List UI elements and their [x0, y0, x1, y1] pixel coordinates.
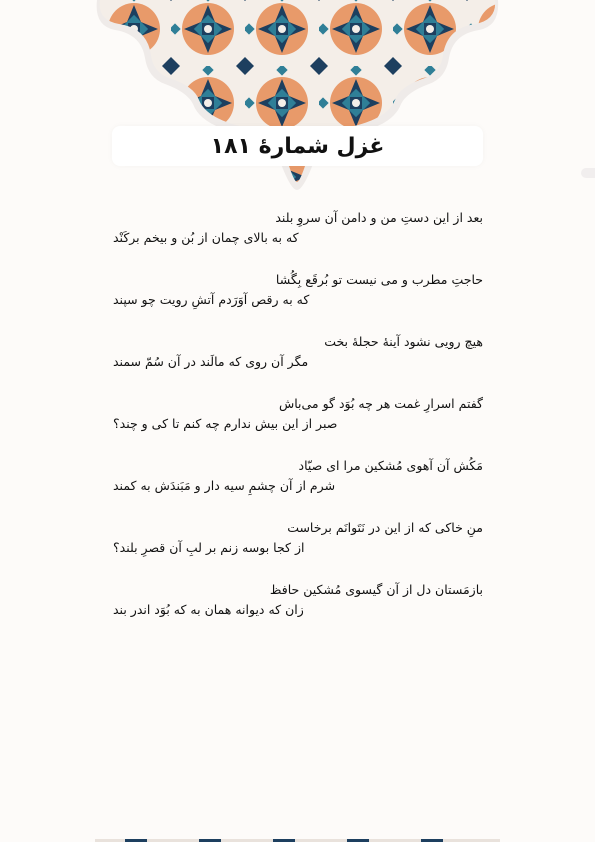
hemistich-first: گفتم اسرارِ غمت هر چه بُوَد گو می‌باش	[278, 396, 483, 411]
hemistich-second: مگر آن روی که مالَند در آن سُمّ سمند	[113, 354, 309, 369]
hemistich-second: زان که دیوانه همان به که بُوَد اندر بند	[113, 602, 304, 617]
couplet	[113, 456, 483, 496]
hemistich-second: از کجا بوسه زنم بر لبِ آن قصرِ بلند؟	[113, 540, 305, 555]
title-banner	[112, 126, 483, 166]
hemistich-first: حاجتِ مطرب و می نیست تو بُرقَع بِگُشا	[275, 272, 483, 287]
couplet	[113, 208, 483, 248]
hemistich-second: شرم از آن چشمِ سیه دار و مَبَندَش به کمند	[113, 478, 336, 493]
couplet	[113, 332, 483, 372]
couplet	[113, 518, 483, 558]
hemistich-first: هیچ رویی نشود آینهٔ حجلهٔ بخت	[324, 334, 483, 349]
page-title: غزل شمارهٔ ۱۸۱	[210, 133, 385, 159]
poem-body	[113, 208, 483, 642]
hemistich-first: منِ خاکی که از این در نَتَوانَم برخاست	[287, 520, 483, 535]
couplet	[113, 580, 483, 620]
hemistich-first: بازمَستان دل از آن گیسوی مُشکین حافظ	[269, 582, 483, 597]
hemistich-second: که به بالای چمان از بُن و بیخم برکَنْد	[113, 230, 299, 245]
hemistich-first: مَکُش آن آهوی مُشکین مرا ای صیّاد	[298, 458, 483, 473]
page-edge-tab	[581, 168, 595, 178]
hemistich-second: که به رقص آوَرَدم آتشِ رویت چو سپند	[113, 292, 310, 307]
couplet	[113, 270, 483, 310]
couplet	[113, 394, 483, 434]
hemistich-first: بعد از این دستِ من و دامن آن سروِ بلند	[275, 210, 483, 225]
hemistich-second: صبر از این بیش ندارم چه کنم تا کی و چند؟	[113, 416, 338, 431]
tile-pattern-footer	[95, 838, 500, 842]
